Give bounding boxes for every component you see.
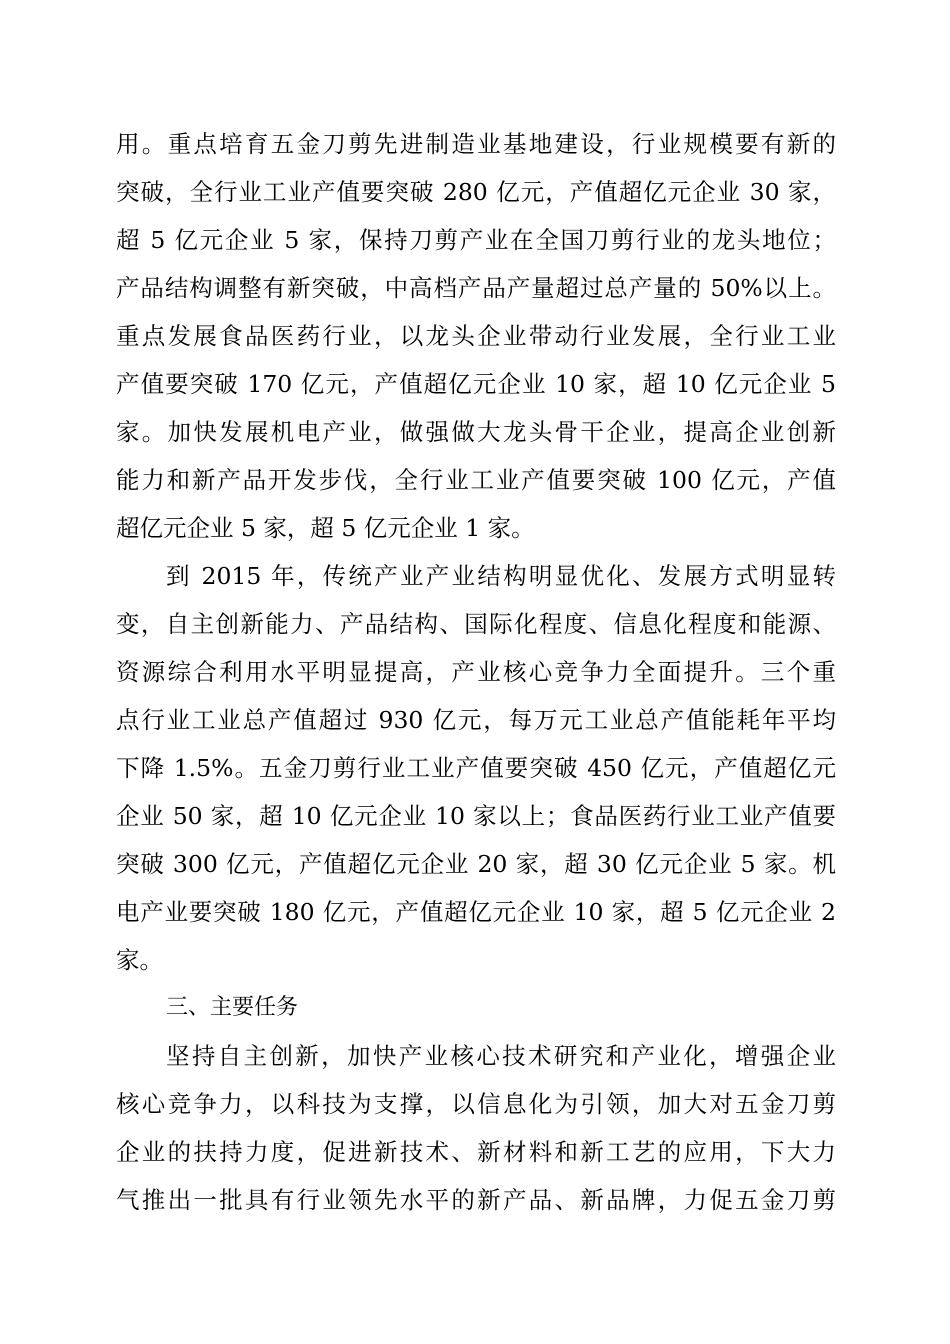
paragraph-3-line-3: 企业的扶持力度，促进新技术、新材料和新工艺的应用，下大力	[116, 1138, 836, 1166]
paragraph-3-line-4: 气推出一批具有行业领先水平的新产品、新品牌，力促五金刀剪	[116, 1186, 836, 1214]
paragraph-1-line-9: 超亿元企业 5 家，超 5 亿元企业 1 家。	[116, 514, 535, 542]
paragraph-1-line-7: 家。加快发展机电产业，做强做大龙头骨干企业，提高企业创新	[116, 418, 836, 446]
paragraph-1-line-5: 重点发展食品医药行业，以龙头企业带动行业发展，全行业工业	[116, 322, 836, 350]
paragraph-1-line-6: 产值要突破 170 亿元，产值超亿元企业 10 家，超 10 亿元企业 5	[116, 370, 836, 398]
paragraph-2-line-5: 下降 1.5%。五金刀剪行业工业产值要突破 450 亿元，产值超亿元	[116, 754, 836, 782]
paragraph-2-line-8: 电产业要突破 180 亿元，产值超亿元企业 10 家，超 5 亿元企业 2	[116, 898, 836, 926]
paragraph-1-line-8: 能力和新产品开发步伐，全行业工业产值要突破 100 亿元，产值	[116, 466, 836, 494]
paragraph-2-line-7: 突破 300 亿元，产值超亿元企业 20 家，超 30 亿元企业 5 家。机	[116, 850, 836, 878]
section-heading: 三、主要任务	[166, 995, 299, 1020]
paragraph-1-line-2: 突破，全行业工业产值要突破 280 亿元，产值超亿元企业 30 家，	[116, 178, 836, 206]
paragraph-2-line-4: 点行业工业总产值超过 930 亿元，每万元工业总产值能耗年平均	[116, 706, 836, 734]
paragraph-2-line-9: 家。	[116, 946, 163, 974]
paragraph-2-line-6: 企业 50 家，超 10 亿元企业 10 家以上；食品医药行业工业产值要	[116, 802, 836, 830]
paragraph-1-line-3: 超 5 亿元企业 5 家，保持刀剪产业在全国刀剪行业的龙头地位；	[116, 226, 836, 254]
paragraph-2-line-3: 资源综合利用水平明显提高，产业核心竞争力全面提升。三个重	[116, 658, 836, 686]
paragraph-2-line-2: 变，自主创新能力、产品结构、国际化程度、信息化程度和能源、	[116, 610, 836, 638]
paragraph-3-line-1: 坚持自主创新，加快产业核心技术研究和产业化，增强企业	[166, 1042, 836, 1070]
paragraph-3-line-2: 核心竞争力，以科技为支撑，以信息化为引领，加大对五金刀剪	[116, 1090, 836, 1118]
paragraph-1-line-1: 用。重点培育五金刀剪先进制造业基地建设，行业规模要有新的	[116, 130, 836, 158]
paragraph-2-line-1: 到 2015 年，传统产业产业结构明显优化、发展方式明显转	[166, 562, 836, 590]
paragraph-1-line-4: 产品结构调整有新突破，中高档产品产量超过总产量的 50%以上。	[116, 274, 836, 302]
